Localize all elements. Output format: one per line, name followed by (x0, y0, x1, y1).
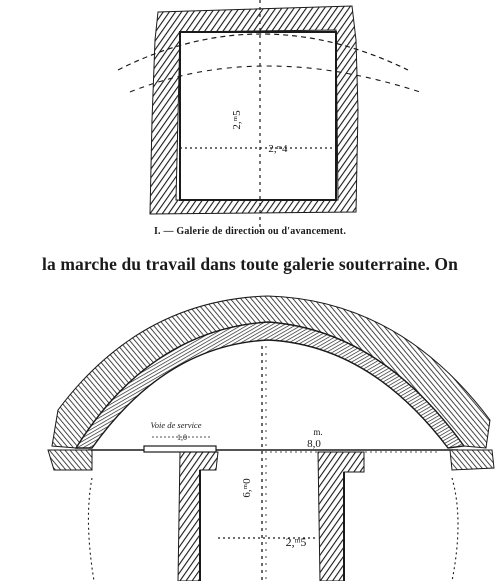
figure-2-gallery-width-label: 2,ᵐ5 (285, 535, 307, 549)
figure-2-right-wall (318, 452, 364, 581)
span-label: 8,0 (307, 438, 321, 450)
figure-1-height-label: 2,ᵐ5 (231, 110, 243, 130)
figure-1-width-label: 2,ᵐ4 (268, 143, 288, 155)
figure-2-rock-arch (52, 296, 490, 448)
running-text-line: la marche du travail dans toute galerie souterraine. On (42, 254, 458, 274)
service-way-platform (144, 446, 216, 452)
span-unit-label: m. (313, 427, 323, 437)
figure-2-left-abutment (48, 450, 92, 470)
figure-2-height-label: 6,ᵐ0 (241, 478, 253, 498)
figure-2-left-wall (178, 452, 218, 581)
service-way-label: Voie de service (150, 420, 202, 430)
figure-1-opening (180, 32, 336, 200)
figure-2-right-abutment (450, 450, 494, 470)
figure-2-tunnel-section (48, 296, 494, 581)
figure-2-dotted-profile-right (452, 478, 458, 581)
figure-1-gallery (118, 0, 420, 232)
figure-1-caption: I. — Galerie de direction ou d'avancement. (153, 226, 347, 237)
service-way-width-label: 1,0 (177, 433, 187, 442)
figure-2-dotted-profile-left (88, 478, 94, 581)
